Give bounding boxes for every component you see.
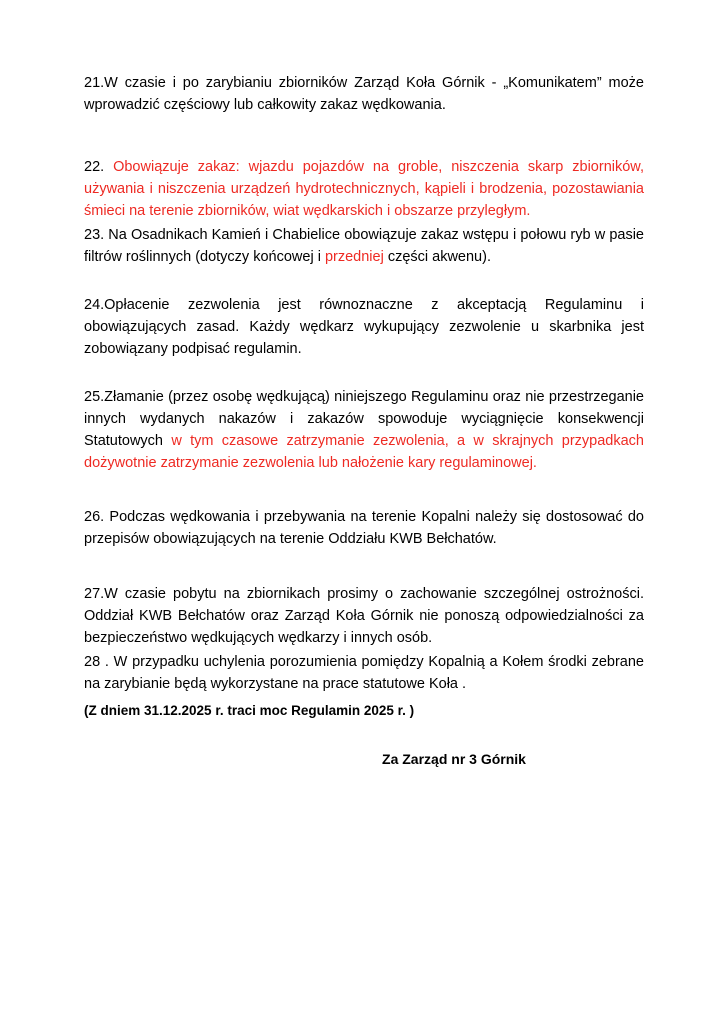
paragraph-25 bbox=[84, 386, 644, 474]
signature-line: Za Zarząd nr 3 Górnik bbox=[382, 751, 526, 768]
paragraph-22 bbox=[84, 156, 644, 222]
paragraph-26-text: 26. Podczas wędkowania i przebywania na terenie Kopalni należy się dostosować do przepisów obowiązujących na terenie Oddziału KWB Bełchatów. bbox=[84, 509, 644, 548]
paragraph-21-text: 21.W czasie i po zarybianiu zbiorników Zarząd Koła Górnik - „Komunikatem” może wprowadzić częściowy lub całkowity zakaz wędkowania. bbox=[84, 75, 644, 114]
paragraph-21 bbox=[84, 72, 644, 116]
paragraph-22-number: 22. bbox=[84, 159, 114, 176]
spacer bbox=[84, 268, 644, 294]
validity-note: (Z dniem 31.12.2025 r. traci moc Regulamin 2025 r. ) bbox=[84, 702, 415, 718]
spacer bbox=[84, 142, 644, 156]
paragraph-24 bbox=[84, 294, 644, 360]
paragraph-28 bbox=[84, 651, 644, 695]
spacer bbox=[84, 551, 644, 577]
paragraph-26 bbox=[84, 506, 644, 550]
paragraph-23-text-a: 23. Na Osadnikach Kamień i Chabielice obowiązuje zakaz wstępu i połowu ryb w pasie filtrów roślinnych (dotyczy końcowej i bbox=[84, 227, 644, 266]
paragraph-23-text-b: części akwenu). bbox=[383, 249, 491, 266]
paragraph-28-text: 28 . W przypadku uchylenia porozumienia pomiędzy Kopalnią a Kołem środki zebrane na zarybianie będą wykorzystane na prace statutowe Koła . bbox=[84, 653, 644, 692]
spacer bbox=[84, 474, 644, 500]
spacer bbox=[84, 360, 644, 386]
paragraph-22-text: Obowiązuje zakaz: wjazdu pojazdów na groble, niszczenia skarp zbiorników, używania i niszczenia urządzeń hydrotechnicznych, kąpieli i brodzenia, pozostawiania śmieci na terenie zbiorników, wiat wędkarskich i obszarze przyległym. bbox=[84, 159, 644, 220]
paragraph-23 bbox=[84, 224, 644, 268]
paragraph-24-text: 24.Opłacenie zezwolenia jest równoznaczne z akceptacją Regulaminu i obowiązujących zasad. Każdy wędkarz wykupujący zezwolenie u skarbnika jest zobowiązany podpisać regulamin. bbox=[84, 297, 644, 358]
paragraph-25-text-a: 25.Złamanie (przez osobę wędkującą) niniejszego Regulaminu oraz nie przestrzeganie innych wydanych nakazów i zakazów spowoduje wyciągnięcie konsekwencji Statutowych bbox=[84, 389, 644, 450]
paragraph-27-text: 27.W czasie pobytu na zbiornikach prosimy o zachowanie szczególnej ostrożności. Oddział KWB Bełchatów oraz Zarząd Koła Górnik nie ponoszą odpowiedzialności za bezpieczeństwo wędkujących wędkarzy i innych osób. bbox=[84, 585, 644, 646]
paragraph-23-text-highlight: przedniej bbox=[324, 249, 384, 266]
paragraph-25-text-highlight: w tym czasowe zatrzymanie zezwolenia, a w skrajnych przypadkach dożywotnie zatrzymanie zezwolenia lub nałożenie kary regulaminowej. bbox=[84, 433, 644, 472]
paragraph-27 bbox=[84, 583, 644, 649]
spacer bbox=[84, 116, 644, 142]
